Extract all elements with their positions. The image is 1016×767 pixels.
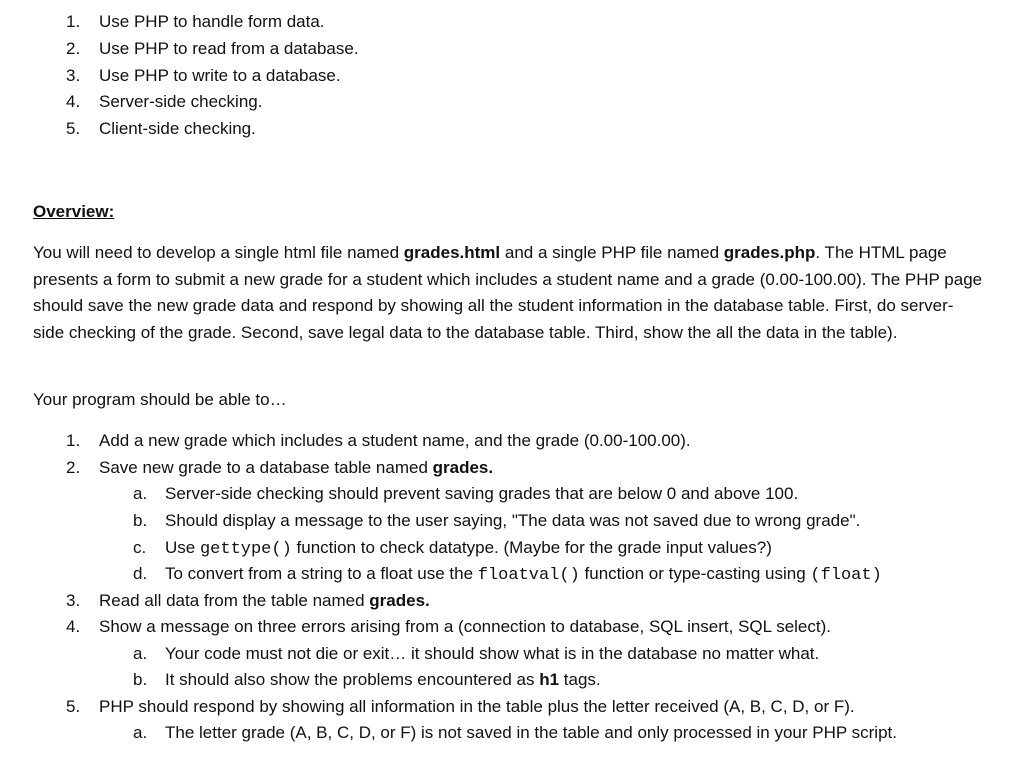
objective-item: Use PHP to handle form data.	[99, 12, 325, 31]
requirement-text: function or type-casting using	[579, 564, 811, 583]
program-intro: Your program should be able to…	[33, 390, 287, 409]
sub-requirement-letter: b.	[133, 511, 148, 530]
requirement-item: PHP should respond by showing all information in the table plus the letter received (A, B, C, D, or F).	[99, 697, 855, 716]
sub-requirement-item: Should display a message to the user saying, "The data was not saved due to wrong grade".	[165, 511, 861, 530]
requirement-text: Save new grade to a database table named	[99, 458, 433, 477]
requirement-number: 3.	[66, 591, 81, 610]
code-floatval: floatval()	[477, 566, 580, 585]
objective-number: 4.	[66, 92, 81, 111]
objective-item: Client-side checking.	[99, 119, 256, 138]
requirement-text: It should also show the problems encountered as	[165, 670, 540, 689]
requirement-text: function to check datatype. (Maybe for the grade input values?)	[291, 538, 772, 557]
overview-paragraph	[33, 240, 983, 346]
requirement-text: Read all data from the table named	[99, 591, 370, 610]
html-filename: grades.html	[403, 243, 501, 262]
objective-item: Use PHP to read from a database.	[99, 39, 359, 58]
sub-requirement-letter: b.	[133, 670, 148, 689]
overview-text: . The HTML page presents a form to submit a new grade for a student which includes a student name and a grade (0.00-100.00). The PHP page should save the new grade data and respond by showing all the student information in the database table. First, do server-side checking of the grade. Second, save legal data to the database table. Third, show the all the data in the table).	[33, 243, 983, 342]
code-float-cast: (float)	[810, 566, 882, 585]
objective-number: 2.	[66, 39, 81, 58]
sub-requirement-item	[165, 561, 882, 589]
requirement-text: tags.	[559, 670, 601, 689]
requirement-text: To convert from a string to a float use the	[165, 564, 478, 583]
requirement-item	[99, 588, 430, 614]
requirement-text: Use	[165, 538, 200, 557]
objective-number: 3.	[66, 66, 81, 85]
sub-requirement-item	[165, 667, 601, 693]
requirement-number: 5.	[66, 697, 81, 716]
overview-text: and a single PHP file named	[500, 243, 724, 262]
requirement-number: 1.	[66, 431, 81, 450]
php-filename: grades.php	[723, 243, 816, 262]
overview-heading: Overview:	[33, 202, 115, 221]
requirement-number: 2.	[66, 458, 81, 477]
requirement-item: Add a new grade which includes a student name, and the grade (0.00-100.00).	[99, 431, 691, 450]
sub-requirement-item: The letter grade (A, B, C, D, or F) is not saved in the table and only processed in your PHP script.	[165, 723, 897, 742]
sub-requirement-item: Your code must not die or exit… it should show what is in the database no matter what.	[165, 644, 820, 663]
sub-requirement-letter: c.	[133, 538, 147, 557]
requirement-number: 4.	[66, 617, 81, 636]
code-gettype: gettype()	[199, 540, 292, 559]
requirement-item	[99, 455, 493, 481]
sub-requirement-letter: a.	[133, 723, 148, 742]
table-name: grades.	[432, 458, 494, 477]
sub-requirement-letter: a.	[133, 484, 148, 503]
overview-text: You will need to develop a single html file named	[33, 243, 404, 262]
sub-requirement-item	[165, 535, 772, 563]
h1-tag: h1	[539, 670, 560, 689]
sub-requirement-item: Server-side checking should prevent saving grades that are below 0 and above 100.	[165, 484, 799, 503]
requirement-item: Show a message on three errors arising from a (connection to database, SQL insert, SQL select).	[99, 617, 831, 636]
table-name: grades.	[369, 591, 430, 610]
objective-number: 5.	[66, 119, 81, 138]
objective-item: Server-side checking.	[99, 92, 263, 111]
sub-requirement-letter: d.	[133, 564, 148, 583]
sub-requirement-letter: a.	[133, 644, 148, 663]
objective-number: 1.	[66, 12, 81, 31]
objective-item: Use PHP to write to a database.	[99, 66, 341, 85]
